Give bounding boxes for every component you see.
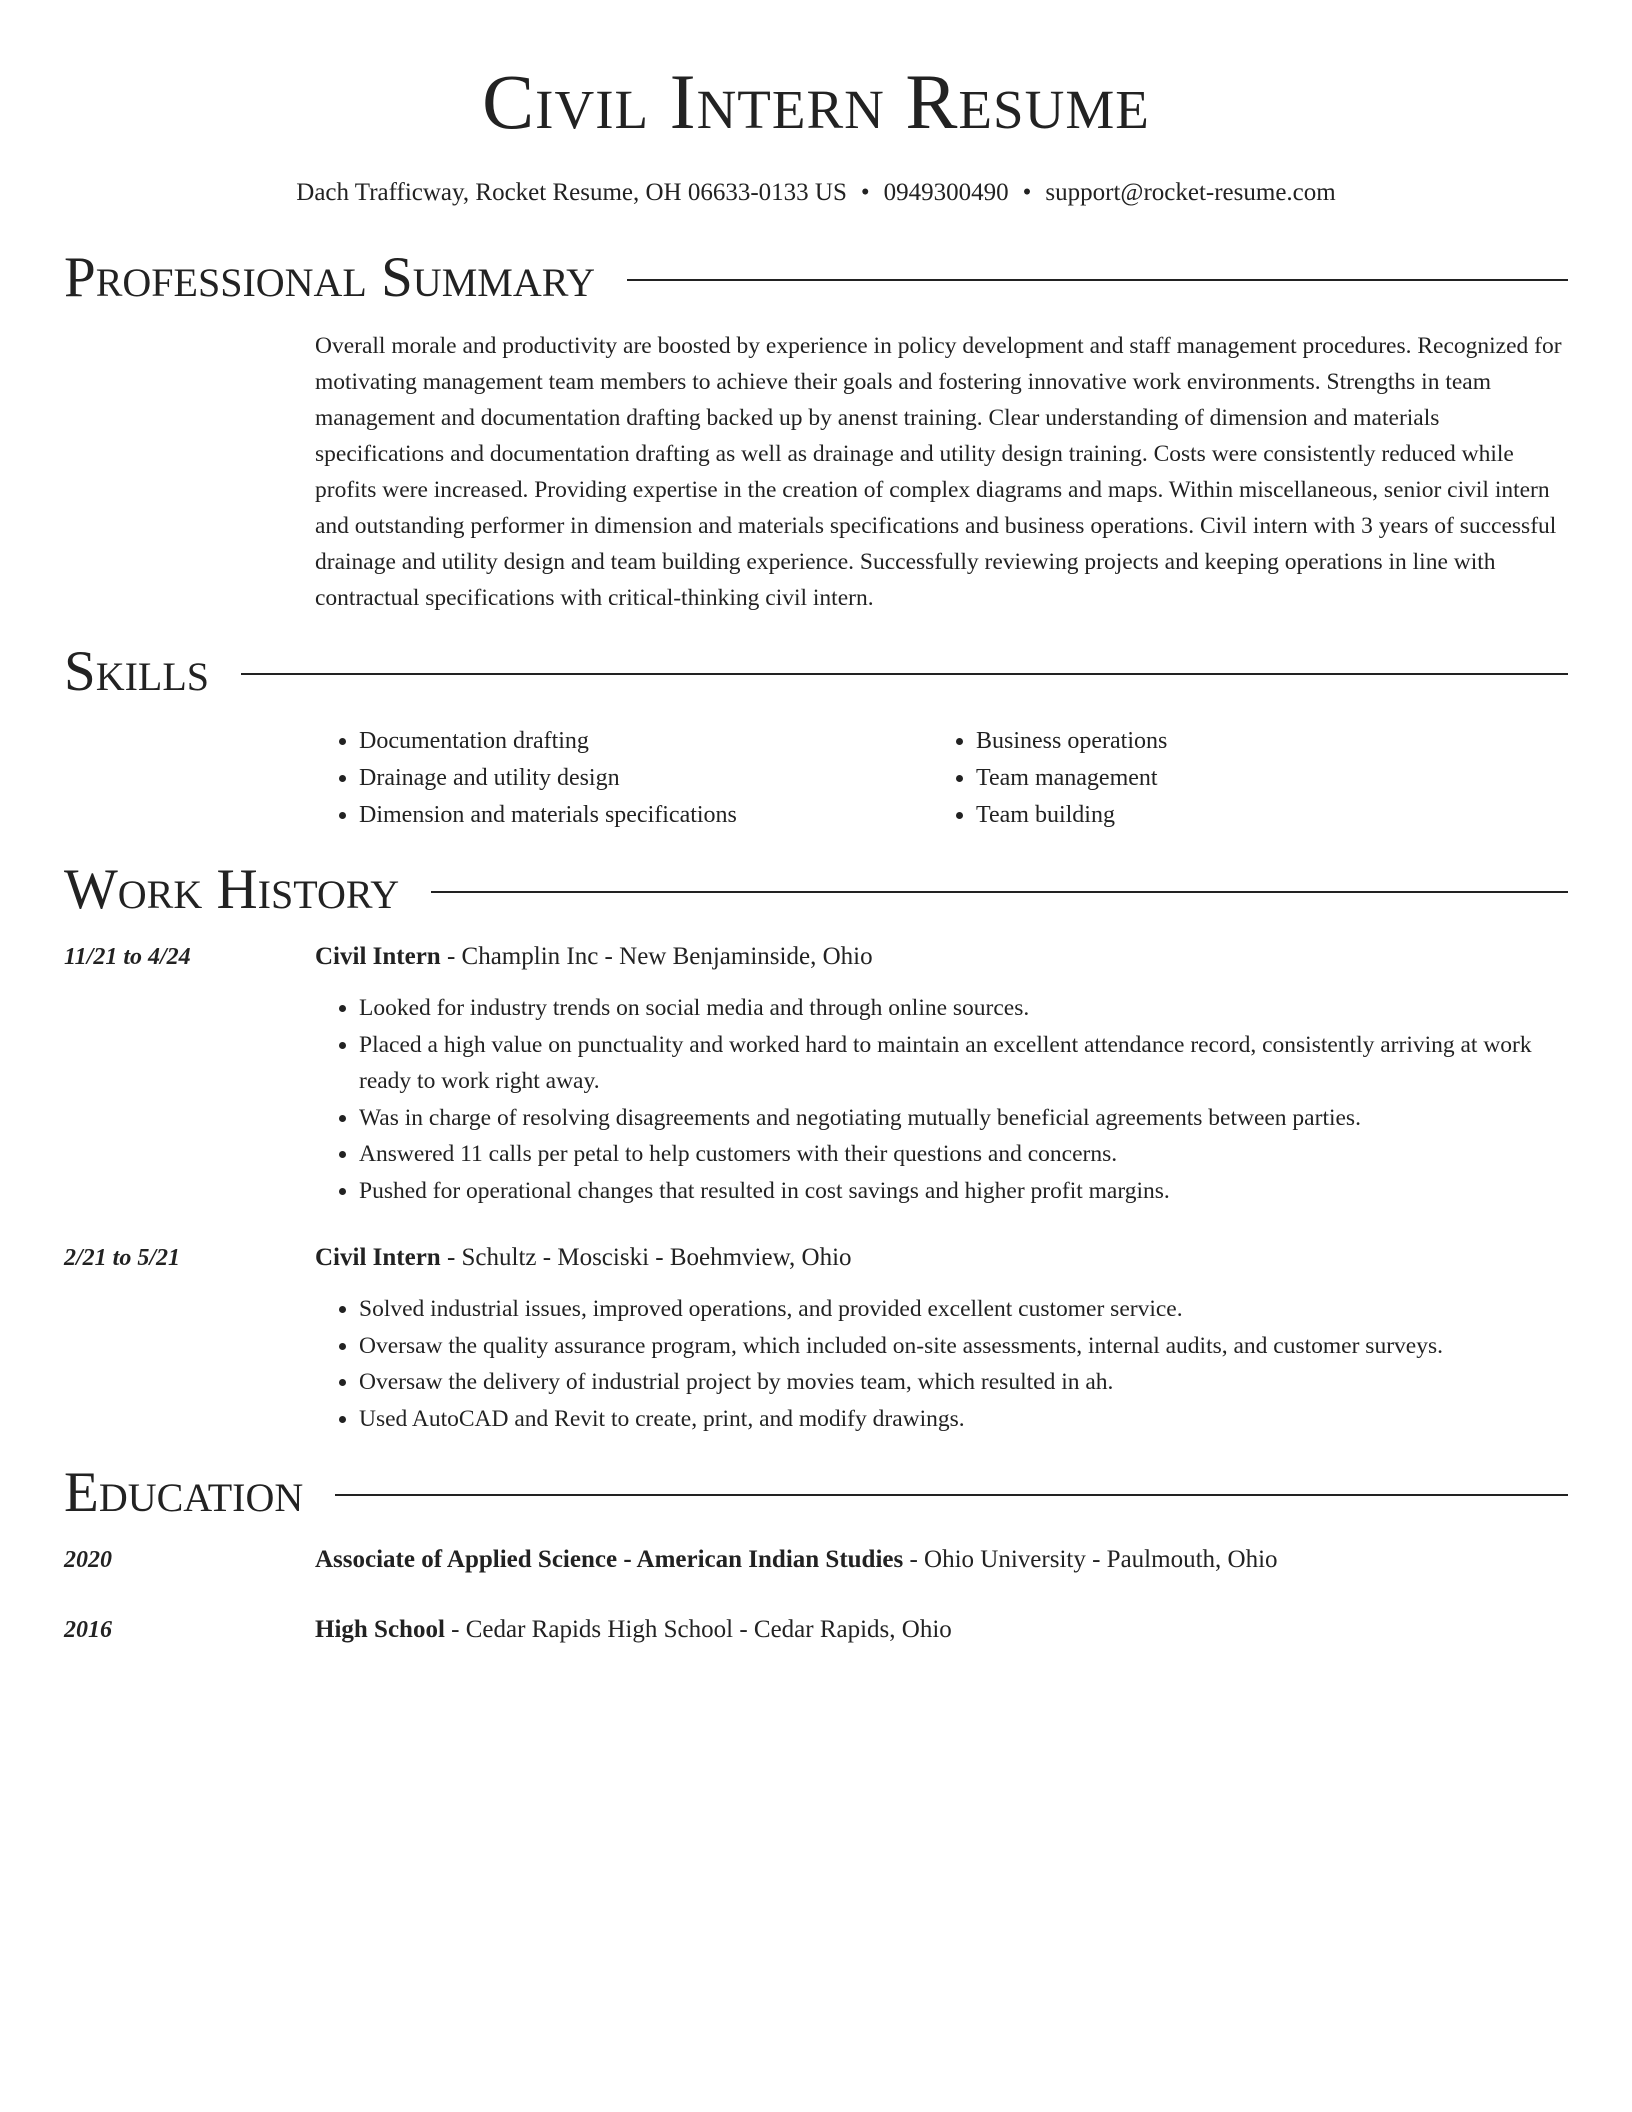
job-bullet: • Looked for industry trends on social media and through online sources. (359, 990, 1568, 1027)
skill-item: • Team building (976, 797, 1476, 834)
skills-column-2 (932, 723, 1476, 834)
work-entry-content (315, 1241, 1568, 1437)
contact-separator: • (1022, 179, 1032, 206)
job-bullet: • Pushed for operational changes that resulted in cost savings and higher profit margins. (359, 1173, 1568, 1210)
skill-item: • Documentation drafting (359, 723, 932, 760)
job-bullet: • Solved industrial issues, improved operations, and provided excellent customer service. (359, 1291, 1568, 1328)
education-heading-line (315, 1543, 1568, 1577)
work-heading: Work History (64, 858, 400, 921)
summary-body (315, 328, 1568, 616)
resume-page (64, 0, 1568, 1647)
education-school: - Cedar Rapids High School - Cedar Rapids, Ohio (444, 1616, 952, 1643)
job-title: Civil Intern (315, 943, 441, 970)
skill-item: • Drainage and utility design (359, 760, 932, 797)
contact-phone: 0949300490 (883, 179, 1009, 206)
skills-heading: Skills (64, 640, 210, 703)
education-degree: High School (315, 1616, 445, 1643)
contact-separator: • (860, 179, 870, 206)
education-entry-content (315, 1613, 1568, 1647)
contact-line (64, 178, 1568, 208)
section-divider (335, 1494, 1568, 1496)
job-bullet: • Answered 11 calls per petal to help customers with their questions and concerns. (359, 1136, 1568, 1173)
job-bullet: • Was in charge of resolving disagreements and negotiating mutually beneficial agreements between parties. (359, 1100, 1568, 1137)
job-employer: - Champlin Inc - New Benjaminside, Ohio (440, 943, 873, 970)
summary-text: Overall morale and productivity are boosted by experience in policy development and staff management procedures. Recognized for motivating management team members to achieve their goals and fostering innovative work environments. Strengths in team management and documentation drafting backed up by anenst training. Clear understanding of dimension and materials specifications and documentation drafting as well as drainage and utility design training. Costs were consistently reduced while profits were increased. Providing expertise in the creation of complex diagrams and maps. Within miscellaneous, senior civil intern and outstanding performer in dimension and materials specifications and business operations. Civil intern with 3 years of successful drainage and utility design and team building experience. Successfully reviewing projects and keeping operations in line with contractual specifications with critical-thinking civil intern. (315, 333, 1562, 611)
education-entry (64, 1543, 1568, 1577)
job-bullets (315, 1291, 1568, 1437)
skill-item: • Business operations (976, 723, 1476, 760)
work-heading-line (315, 940, 1568, 974)
skill-item: • Team management (976, 760, 1476, 797)
summary-heading: Professional Summary (64, 246, 596, 309)
job-title: Civil Intern (315, 1244, 441, 1271)
work-section-header (64, 857, 1568, 923)
work-dates: 11/21 to 4/24 (64, 944, 191, 970)
job-bullet: • Placed a high value on punctuality and worked hard to maintain an excellent attendance record, consistently arriving at work ready to work right away. (359, 1027, 1568, 1100)
work-entry (64, 940, 1568, 1209)
skill-item: • Dimension and materials specifications (359, 797, 932, 834)
contact-address: Dach Trafficway, Rocket Resume, OH 06633-0133 US (296, 179, 847, 206)
work-entry (64, 1241, 1568, 1437)
job-employer: - Schultz - Mosciski - Boehmview, Ohio (440, 1244, 852, 1271)
section-divider (431, 891, 1568, 893)
education-entry-content (315, 1543, 1568, 1577)
section-divider (241, 673, 1568, 675)
education-heading: Education (64, 1461, 304, 1524)
job-bullets (315, 990, 1568, 1209)
work-dates: 2/21 to 5/21 (64, 1245, 181, 1271)
education-entry (64, 1613, 1568, 1647)
skills-section-header (64, 639, 1568, 705)
education-school: - Ohio University - Paulmouth, Ohio (903, 1546, 1278, 1573)
education-year: 2016 (64, 1617, 112, 1643)
job-bullet: • Oversaw the delivery of industrial project by movies team, which resulted in ah. (359, 1364, 1568, 1401)
education-year: 2020 (64, 1547, 112, 1573)
work-heading-line (315, 1241, 1568, 1275)
work-entry-content (315, 940, 1568, 1209)
education-section-header (64, 1460, 1568, 1526)
education-degree: Associate of Applied Science - American Indian Studies (315, 1546, 904, 1573)
section-divider (627, 279, 1568, 281)
education-heading-line (315, 1613, 1568, 1647)
skills-column-1 (315, 723, 932, 834)
skills-list (315, 723, 1568, 834)
contact-email: support@rocket-resume.com (1045, 179, 1336, 206)
summary-section-header (64, 245, 1568, 311)
job-bullet: • Used AutoCAD and Revit to create, print, and modify drawings. (359, 1401, 1568, 1438)
job-bullet: • Oversaw the quality assurance program, which included on-site assessments, internal audits, and customer surveys. (359, 1328, 1568, 1365)
resume-title: Civil Intern Resume (482, 58, 1150, 145)
